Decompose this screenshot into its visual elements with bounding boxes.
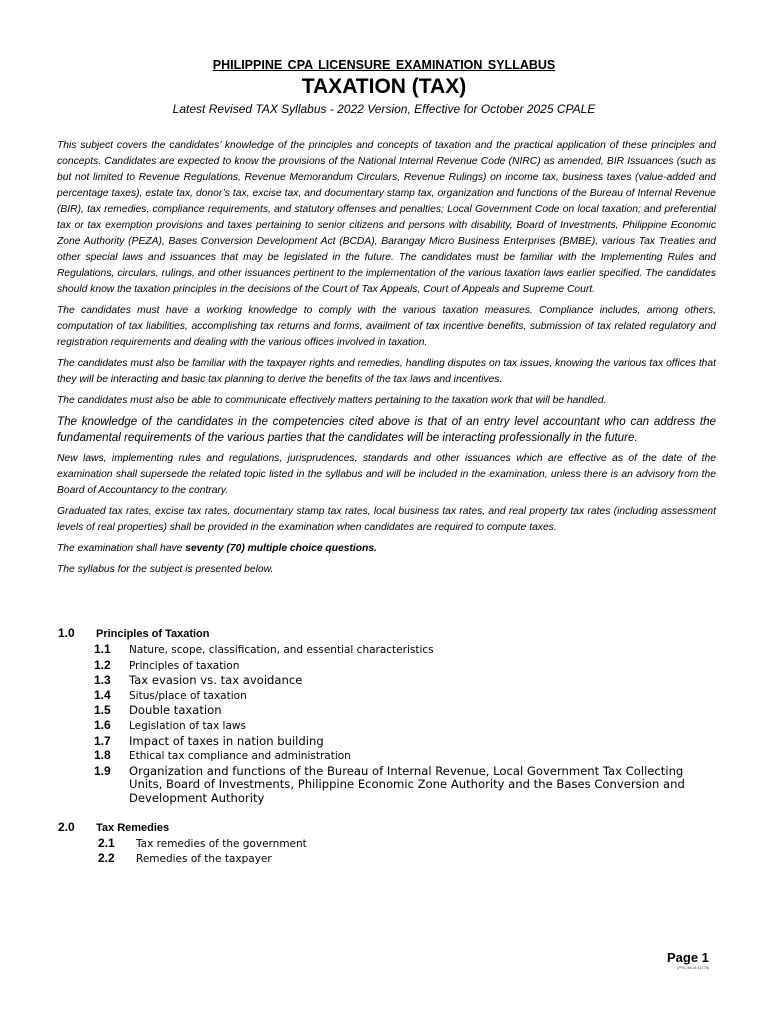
list-item	[94, 718, 718, 734]
subject-title: TAXATION (TAX)	[301, 75, 467, 98]
item-number: 1.3	[94, 673, 111, 688]
paragraph-syllabus-intro: The syllabus for the subject is presented below.	[57, 564, 274, 575]
paragraph-communication: The candidates must also be able to communicate effectively matters pertaining to the taxation work that will be handled.	[57, 395, 607, 406]
item-number: 1.4	[94, 687, 111, 702]
item-title: Ethical tax compliance and administration	[129, 750, 351, 763]
item-number: 1.2	[94, 657, 111, 672]
section-heading	[58, 820, 718, 834]
section-number: 2.0	[58, 819, 75, 834]
paragraph-scope: This subject covers the candidates’ knowledge of the principles and concepts of taxation and the practical application of these principles and concepts. Candidates are expected to know the provisions of the National Internal Revenue Code (NIRC) as amended, BIR Issuances (such as but not limited to Revenue Regulations, Revenue Memorandum Circulars, Revenue Rulings) on income tax, business taxes (value-added and percentage taxes), estate tax, donor’s tax, excise tax, and documentary stamp tax, organization and functions of the Bureau of Internal Revenue (BIR), tax remedies, compliance requirements, and statutory offenses and penalties; Local Government Code on local taxation; and preferential tax or tax exemption provisions and taxes pertaining to senior citizens and persons with disability, Board of Investments, Philippine Economic Zone Authority (PEZA), Bases Conversion Development Act (BCDA), Barangay Micro Business Enterprises (BMBE), various Tax Treaties and other special laws and issuances that may be legislated in the future. The candidates must be familiar with the Implementing Rules and Regulations, circulars, rulings, and other issuances pertinent to the implementation of the various taxation laws earlier specified. The candidates should know the taxation principles in the decisions of the Court of Tax Appeals, Court of Appeals and Supreme Court.	[57, 140, 716, 295]
list-item	[98, 836, 718, 852]
page-number: Page 1	[667, 950, 709, 965]
item-number: 1.1	[94, 642, 111, 656]
list-item	[94, 673, 718, 688]
item-number: 1.6	[94, 717, 111, 732]
paragraph-question-count	[57, 541, 716, 557]
item-title: Organization and functions of the Bureau of Internal Revenue, Local Government Tax Collecting Units, Board of Investments, Philippine Economic Zone Authority and the Bases Conversion and Development Authority	[129, 763, 685, 805]
item-title: Legislation of tax laws	[129, 719, 246, 732]
syllabus-version: Latest Revised TAX Syllabus - 2022 Version, Effective for October 2025 CPALE	[172, 102, 596, 116]
paragraph-compliance: The candidates must have a working knowledge to comply with the various taxation measures. Compliance includes, among others, computation of tax liabilities, accomplishing tax returns and forms, availment of tax incentive benefits, submission of tax related regulatory and registration requirements and dealing with the various offices involved in taxation.	[57, 305, 716, 348]
list-item	[94, 748, 718, 764]
paragraph-tax-rates: Graduated tax rates, excise tax rates, documentary stamp tax rates, local business tax rates, and real property tax rates (including assessment levels of real properties) shall be provided in the examination when candidates are required to compute taxes.	[57, 506, 716, 533]
paragraph-competency-level: The knowledge of the candidates in the competencies cited above is that of an entry level accountant who can address the fundamental requirements of the various parties that the candidates will be interacting professionally in the future.	[57, 415, 716, 444]
question-count-bold: seventy (70) multiple choice questions.	[185, 543, 377, 554]
list-item	[94, 734, 718, 749]
list-item	[94, 658, 718, 674]
syllabus-description	[57, 138, 716, 583]
item-title: Nature, scope, classification, and essential characteristics	[129, 644, 434, 656]
paragraph-new-laws: New laws, implementing rules and regulations, jurisprudences, standards and other issuances which are effective as of the date of the examination shall supersede the related topic listed in the syllabus and will be included in the examination, unless there is an advisory from the Board of Accountancy to the contrary.	[57, 453, 716, 496]
document-code: (PRC/BOA/11178)	[677, 965, 710, 970]
list-item	[94, 688, 718, 704]
question-count-prefix: The examination shall have	[57, 543, 186, 554]
list-item	[94, 764, 718, 806]
list-item	[98, 851, 718, 867]
item-number: 1.7	[94, 733, 111, 748]
item-title: Principles of taxation	[129, 659, 240, 672]
item-number: 1.8	[94, 748, 111, 763]
section-title: Tax Remedies	[96, 821, 170, 834]
section-number: 1.0	[58, 626, 75, 640]
section-title: Principles of Taxation	[96, 628, 210, 640]
paragraph-rights: The candidates must also be familiar with the taxpayer rights and remedies, handling disputes on tax issues, knowing the various tax offices that they will be interacting and basic tax planning to derive the benefits of the tax laws and incentives.	[57, 358, 716, 385]
item-number: 1.5	[94, 703, 111, 718]
list-item	[94, 642, 718, 658]
item-title: Tax remedies of the government	[136, 837, 307, 850]
section-items	[58, 642, 718, 806]
item-number: 1.9	[94, 763, 111, 778]
item-title: Double taxation	[129, 703, 222, 718]
list-item	[94, 703, 718, 718]
item-title: Situs/place of taxation	[129, 689, 247, 702]
section-heading	[58, 626, 718, 640]
syllabus-outline	[58, 626, 718, 867]
item-number: 2.1	[98, 835, 115, 850]
item-title: Tax evasion vs. tax avoidance	[129, 673, 303, 688]
section-items	[58, 836, 718, 867]
item-number: 2.2	[98, 851, 115, 866]
item-title: Remedies of the taxpayer	[136, 853, 272, 866]
item-title: Impact of taxes in nation building	[129, 733, 324, 748]
exam-title: PHILIPPINE CPA LICENSURE EXAMINATION SYLLABUS	[212, 58, 556, 72]
